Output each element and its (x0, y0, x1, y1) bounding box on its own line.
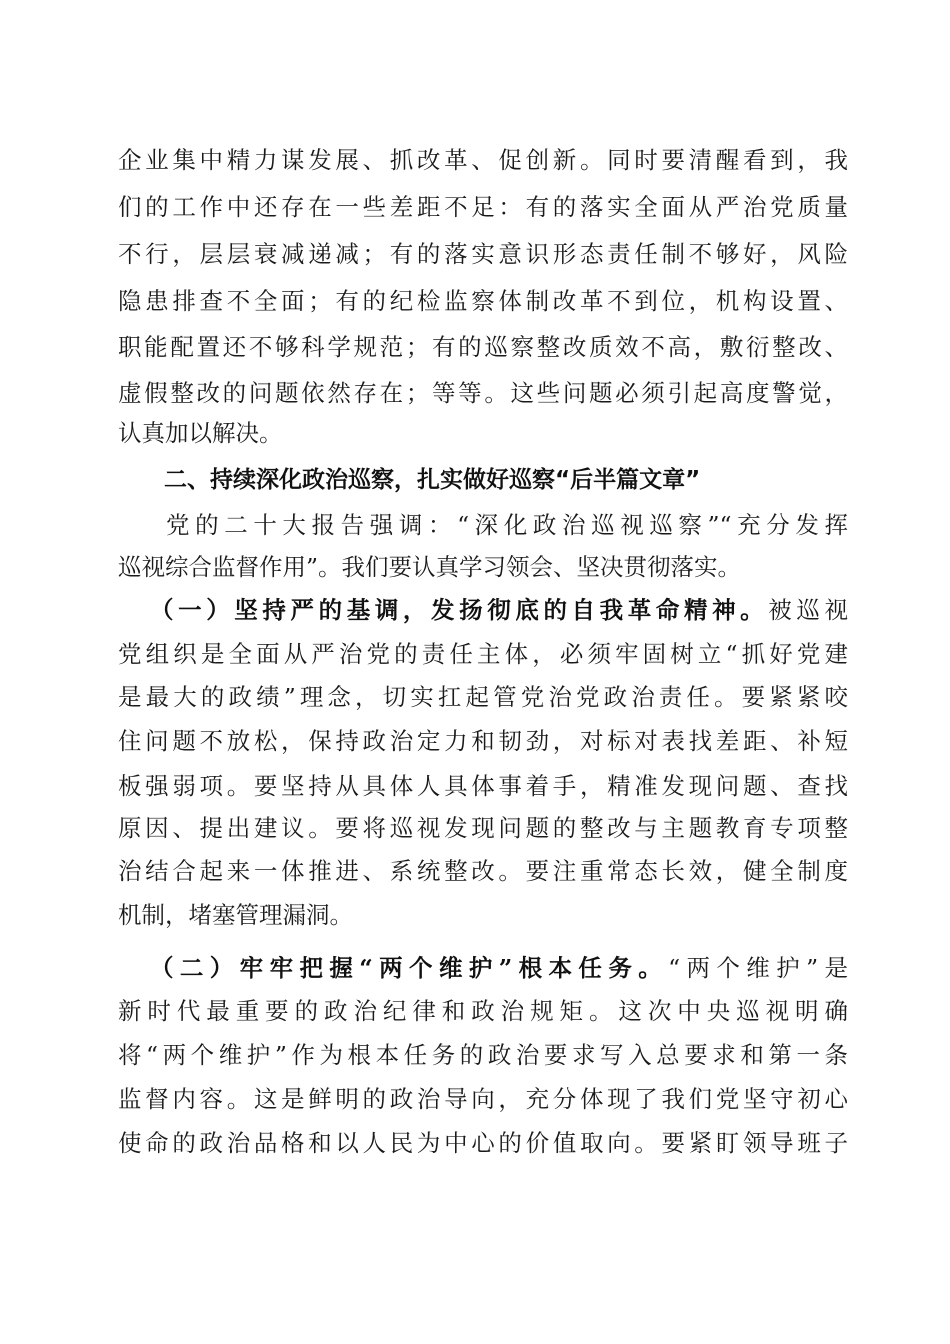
item-title: （一）坚持严的基调，发扬彻底的自我革命精神。 (150, 596, 769, 624)
paragraph-line: 企业集中精力谋发展、抓改革、促创新。同时要清醒看到，我 (118, 146, 848, 174)
section-heading: 二、持续深化政治巡察，扎实做好巡察“后半篇文章” (164, 467, 701, 493)
paragraph-line: 板强弱项。要坚持从具体人具体事着手，精准发现问题、查找 (118, 772, 848, 800)
item-first-line (150, 590, 848, 630)
paragraph-line: 不行，层层衰减递减；有的落实意识形态责任制不够好，风险 (118, 240, 848, 268)
item-title: （二）牢牢把握“两个维护”根本任务。 (150, 954, 669, 982)
paragraph-line: 隐患排查不全面；有的纪检监察体制改革不到位，机构设置、 (118, 287, 848, 315)
paragraph-line: 认真加以解决。 (118, 419, 283, 447)
item-first-line (150, 948, 848, 988)
paragraph-line: 职能配置还不够科学规范；有的巡察整改质效不高，敷衍整改、 (118, 333, 848, 361)
paragraph-line: 机制，堵塞管理漏洞。 (118, 901, 353, 929)
paragraph-line: 住问题不放松，保持政治定力和韧劲，对标对表找差距、补短 (118, 727, 848, 755)
paragraph-line: 治结合起来一体推进、系统整改。要注重常态长效，健全制度 (118, 857, 848, 885)
paragraph-line: 监督内容。这是鲜明的政治导向，充分体现了我们党坚守初心 (118, 1085, 848, 1113)
paragraph-line: 原因、提出建议。要将巡视发现问题的整改与主题教育专项整 (118, 814, 848, 842)
paragraph-line: 是最大的政绩”理念，切实扛起管党治党政治责任。要紧紧咬 (118, 683, 848, 711)
item-text: 被巡视 (768, 596, 849, 624)
paragraph-line: 们的工作中还存在一些差距不足：有的落实全面从严治党质量 (118, 193, 848, 221)
paragraph-line: 新时代最重要的政治纪律和政治规矩。这次中央巡视明确 (118, 997, 848, 1025)
paragraph-line: 党的二十大报告强调：“深化政治巡视巡察”“充分发挥 (166, 511, 848, 539)
item-text: “两个维护”是 (668, 954, 848, 982)
paragraph-line: 将“两个维护”作为根本任务的政治要求写入总要求和第一条 (118, 1041, 848, 1069)
paragraph-line: 党组织是全面从严治党的责任主体，必须牢固树立“抓好党建 (118, 640, 848, 668)
paragraph-line: 巡视综合监督作用”。我们要认真学习领会、坚决贯彻落实。 (118, 553, 742, 581)
paragraph-line: 虚假整改的问题依然存在；等等。这些问题必须引起高度警觉， (118, 379, 848, 407)
paragraph-line: 使命的政治品格和以人民为中心的价值取向。要紧盯领导班子 (118, 1129, 848, 1157)
